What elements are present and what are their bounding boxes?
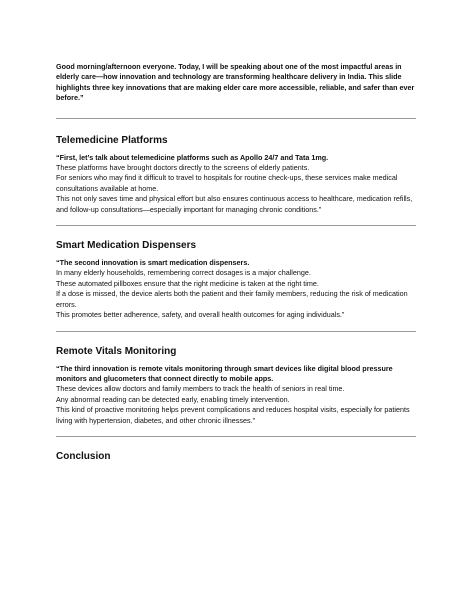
conclusion-heading: Conclusion: [56, 450, 111, 462]
intro-paragraph: Good morning/afternoon everyone. Today, I will be speaking about one of the most impactful areas in elderly care—how innovation and technology are transforming healthcare delivery in India. This slide highlights three key innovations that are making elder care more accessible, reliable, and safer than ever before.”: [56, 62, 415, 103]
section-heading-telemedicine: Telemedicine Platforms: [56, 134, 168, 146]
section-line: This promotes better adherence, safety, and overall health outcomes for aging individuals.”: [56, 310, 345, 320]
section-line: These platforms have brought doctors directly to the screens of elderly patients.: [56, 163, 310, 173]
divider: [56, 225, 416, 226]
section-lead: “The third innovation is remote vitals monitoring through smart devices like digital blood pressure monitors and glucometers that connect directly to mobile apps.: [56, 363, 393, 383]
section-body-smart-medication: [56, 258, 418, 320]
section-body-telemedicine: [56, 153, 418, 215]
section-line: This not only saves time and physical effort but also ensures continuous access to healthcare, medication refills, and follow-up consultations—especially important for managing chronic conditions.”: [56, 194, 413, 214]
section-line: These devices allow doctors and family members to track the health of seniors in real time.: [56, 384, 345, 394]
divider: [56, 331, 416, 332]
divider: [56, 118, 416, 119]
section-heading-remote-vitals: Remote Vitals Monitoring: [56, 345, 177, 357]
section-body-remote-vitals: [56, 364, 418, 426]
section-line: If a dose is missed, the device alerts both the patient and their family members, reducing the risk of medication errors.: [56, 289, 408, 309]
document-page: [56, 62, 418, 463]
section-line: For seniors who may find it difficult to travel to hospitals for routine check-ups, these services make medical consultations available at home.: [56, 173, 398, 193]
section-line: This kind of proactive monitoring helps prevent complications and reduces hospital visits, especially for patients living with hypertension, diabetes, and other chronic illnesses.”: [56, 405, 410, 425]
divider: [56, 436, 416, 437]
section-lead: “The second innovation is smart medication dispensers.: [56, 258, 250, 268]
section-line: These automated pillboxes ensure that the right medicine is taken at the right time.: [56, 278, 319, 288]
section-line: In many elderly households, remembering correct dosages is a major challenge.: [56, 268, 311, 278]
section-heading-smart-medication: Smart Medication Dispensers: [56, 240, 197, 252]
section-lead: “First, let’s talk about telemedicine platforms such as Apollo 24/7 and Tata 1mg.: [56, 152, 329, 162]
section-line: Any abnormal reading can be detected early, enabling timely intervention.: [56, 394, 290, 404]
